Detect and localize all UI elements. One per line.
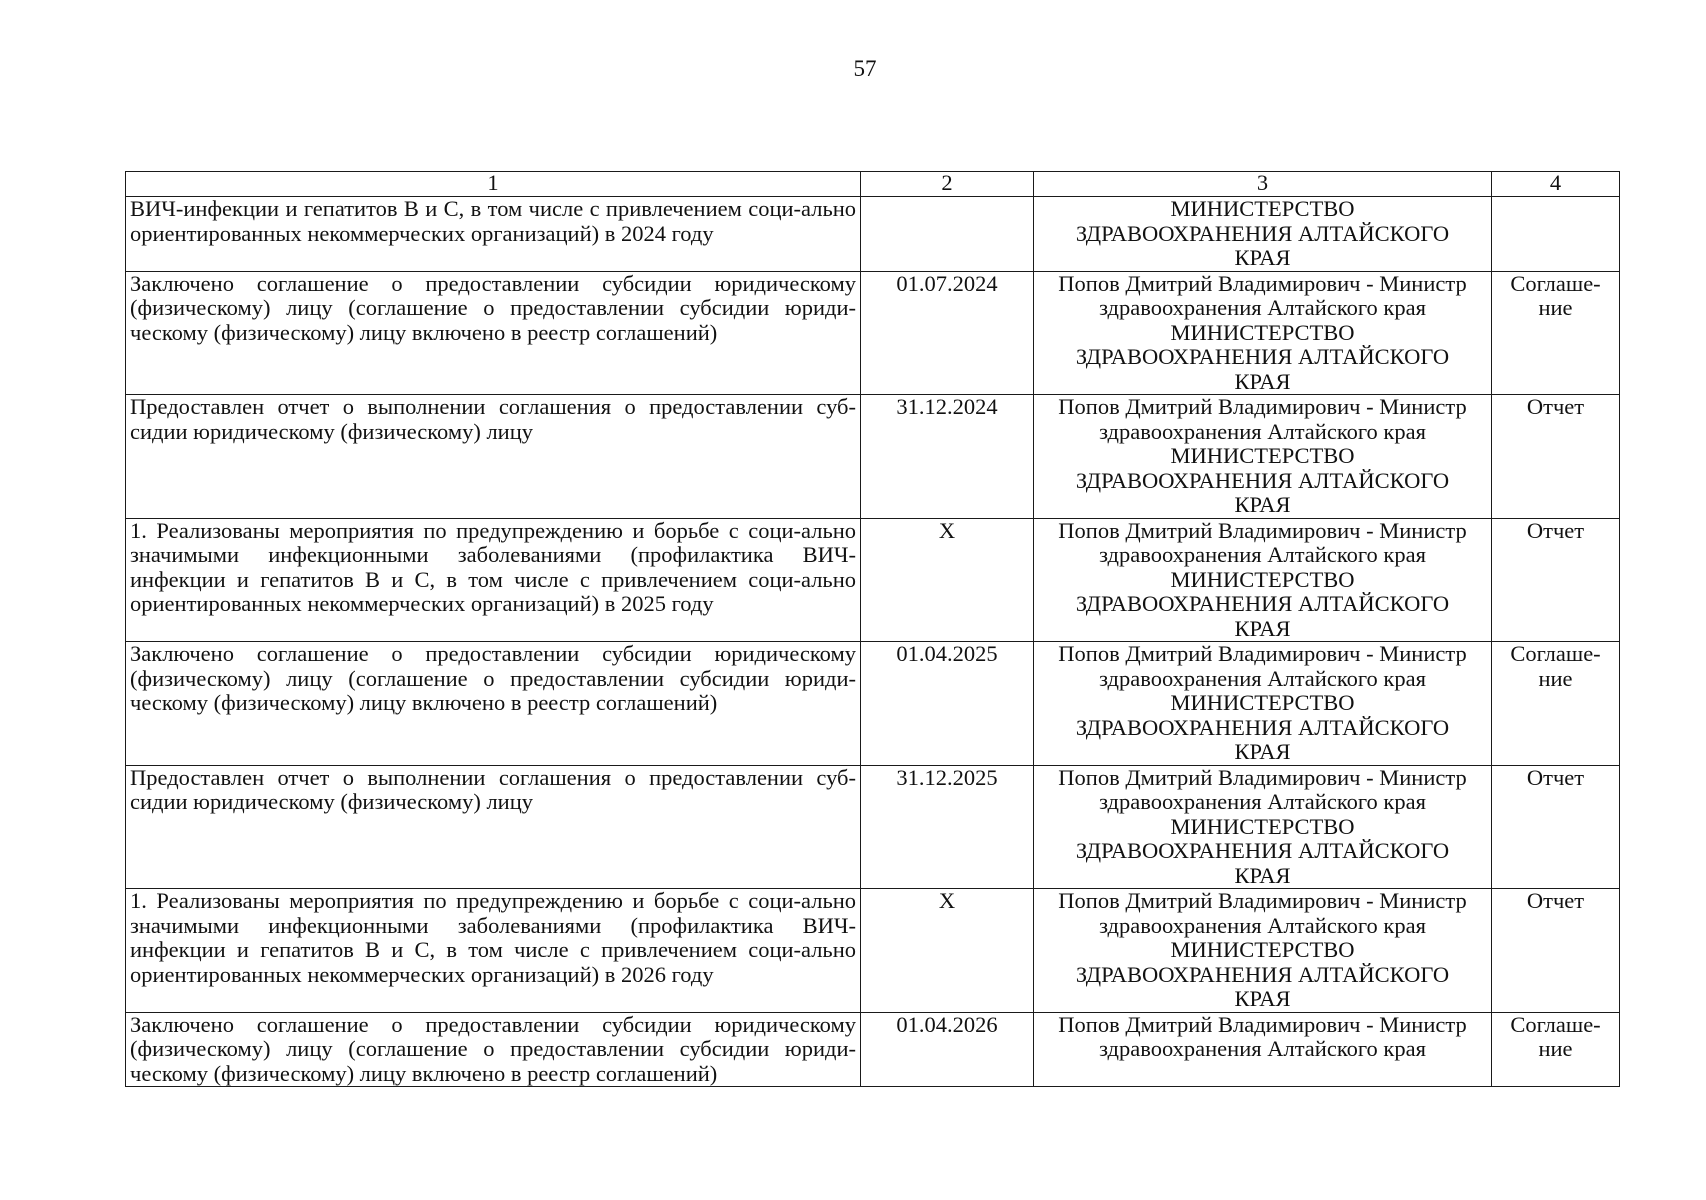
description-cell: 1. Реализованы мероприятия по предупреждению и борьбе с соци-ально значимыми инфекционными заболеваниями (профилактика ВИЧ-инфекции и гепатитов В и С, в том числе с привлечением соци-ально ориентированных некоммерческих организаций) в 2026 году <box>126 889 861 1013</box>
ministry-line-3: КРАЯ <box>1234 862 1291 888</box>
responsible-person: Попов Дмитрий Владимирович - Министр здравоохранения Алтайского края <box>1058 1011 1467 1061</box>
ministry-line-3: КРАЯ <box>1234 739 1291 764</box>
document-type-cell: Отчет <box>1492 518 1620 642</box>
table-row <box>126 889 1620 1013</box>
table-row <box>126 197 1620 272</box>
document-type-cell: Соглаше-ние <box>1492 642 1620 766</box>
responsible-person: Попов Дмитрий Владимирович - Министр здравоохранения Алтайского края <box>1058 517 1467 567</box>
ministry-line-3: КРАЯ <box>1234 492 1291 517</box>
ministry-line-1: МИНИСТЕРСТВО <box>1170 443 1355 468</box>
description-cell: Предоставлен отчет о выполнении соглашения о предоставлении суб-сидии юридическому (физическому) лицу <box>126 395 861 519</box>
table-row <box>126 518 1620 642</box>
column-header-3: 3 <box>1034 172 1492 197</box>
date-cell: 01.04.2025 <box>861 642 1034 766</box>
responsible-cell <box>1034 642 1492 766</box>
responsible-cell <box>1034 395 1492 519</box>
ministry-line-3: КРАЯ <box>1234 615 1291 641</box>
responsible-cell <box>1034 518 1492 642</box>
ministry-line-1: МИНИСТЕРСТВО <box>1170 196 1355 221</box>
document-type-cell: Отчет <box>1492 765 1620 889</box>
ministry-line-2: ЗДРАВООХРАНЕНИЯ АЛТАЙСКОГО <box>1075 961 1450 987</box>
responsible-person: Попов Дмитрий Владимирович - Министр здравоохранения Алтайского края <box>1058 764 1467 814</box>
ministry-line-1: МИНИСТЕРСТВО <box>1170 813 1355 839</box>
ministry-line-1: МИНИСТЕРСТВО <box>1170 937 1355 962</box>
ministry-line-1: МИНИСТЕРСТВО <box>1170 319 1355 345</box>
page-number: 57 <box>853 56 877 81</box>
ministry-line-2: ЗДРАВООХРАНЕНИЯ АЛТАЙСКОГО <box>1075 714 1450 740</box>
column-header-1: 1 <box>126 172 861 197</box>
date-cell: 31.12.2024 <box>861 395 1034 519</box>
responsible-cell <box>1034 1012 1492 1087</box>
responsible-cell <box>1034 271 1492 395</box>
date-cell: 31.12.2025 <box>861 765 1034 889</box>
description-cell: ВИЧ-инфекции и гепатитов В и С, в том числе с привлечением соци-ально ориентированных некоммерческих организаций) в 2024 году <box>126 197 861 272</box>
table-row <box>126 765 1620 889</box>
date-cell <box>861 197 1034 272</box>
ministry-line-2: ЗДРАВООХРАНЕНИЯ АЛТАЙСКОГО <box>1075 220 1450 246</box>
responsible-cell <box>1034 197 1492 272</box>
date-cell: Х <box>861 889 1034 1013</box>
table-row <box>126 395 1620 519</box>
schedule-table <box>125 171 1620 1087</box>
responsible-cell <box>1034 889 1492 1013</box>
responsible-person: Попов Дмитрий Владимирович - Министр здравоохранения Алтайского края <box>1058 270 1467 320</box>
document-type-cell: Соглаше-ние <box>1492 271 1620 395</box>
responsible-person: Попов Дмитрий Владимирович - Министр здравоохранения Алтайского края <box>1058 394 1467 444</box>
ministry-line-2: ЗДРАВООХРАНЕНИЯ АЛТАЙСКОГО <box>1075 344 1450 369</box>
description-cell: 1. Реализованы мероприятия по предупреждению и борьбе с соци-ально значимыми инфекционными заболеваниями (профилактика ВИЧ-инфекции и гепатитов В и С, в том числе с привлечением соци-ально ориентированных некоммерческих организаций) в 2025 году <box>126 518 861 642</box>
date-cell: Х <box>861 518 1034 642</box>
description-cell: Заключено соглашение о предоставлении субсидии юридическому (физическому) лицу (соглашение о предоставлении субсидии юриди-ческому (физическому) лицу включено в реестр соглашений) <box>126 271 861 395</box>
table-row <box>126 1012 1620 1087</box>
date-cell: 01.07.2024 <box>861 271 1034 395</box>
ministry-line-3: КРАЯ <box>1234 245 1291 270</box>
ministry-line-2: ЗДРАВООХРАНЕНИЯ АЛТАЙСКОГО <box>1075 467 1450 493</box>
ministry-line-1: МИНИСТЕРСТВО <box>1170 566 1355 592</box>
ministry-line-3: КРАЯ <box>1234 986 1291 1011</box>
ministry-line-3: КРАЯ <box>1234 368 1291 394</box>
ministry-line-2: ЗДРАВООХРАНЕНИЯ АЛТАЙСКОГО <box>1075 838 1450 863</box>
date-cell: 01.04.2026 <box>861 1012 1034 1087</box>
ministry-line-2: ЗДРАВООХРАНЕНИЯ АЛТАЙСКОГО <box>1075 591 1450 616</box>
description-cell: Заключено соглашение о предоставлении субсидии юридическому (физическому) лицу (соглашение о предоставлении субсидии юриди-ческому (физическому) лицу включено в реестр соглашений) <box>126 642 861 766</box>
header-row <box>126 172 1620 197</box>
document-type-cell: Соглаше-ние <box>1492 1012 1620 1087</box>
responsible-person: Попов Дмитрий Владимирович - Министр здравоохранения Алтайского края <box>1058 888 1467 938</box>
document-type-cell <box>1492 197 1620 272</box>
responsible-cell <box>1034 765 1492 889</box>
description-cell: Заключено соглашение о предоставлении субсидии юридическому (физическому) лицу (соглашение о предоставлении субсидии юриди-ческому (физическому) лицу включено в реестр соглашений) <box>126 1012 861 1087</box>
responsible-person: Попов Дмитрий Владимирович - Министр здравоохранения Алтайского края <box>1058 641 1467 691</box>
document-type-cell: Отчет <box>1492 889 1620 1013</box>
column-header-4: 4 <box>1492 172 1620 197</box>
table-row <box>126 271 1620 395</box>
column-header-2: 2 <box>861 172 1034 197</box>
ministry-line-1: МИНИСТЕРСТВО <box>1170 690 1355 715</box>
document-type-cell: Отчет <box>1492 395 1620 519</box>
table-row <box>126 642 1620 766</box>
description-cell: Предоставлен отчет о выполнении соглашения о предоставлении суб-сидии юридическому (физическому) лицу <box>126 765 861 889</box>
